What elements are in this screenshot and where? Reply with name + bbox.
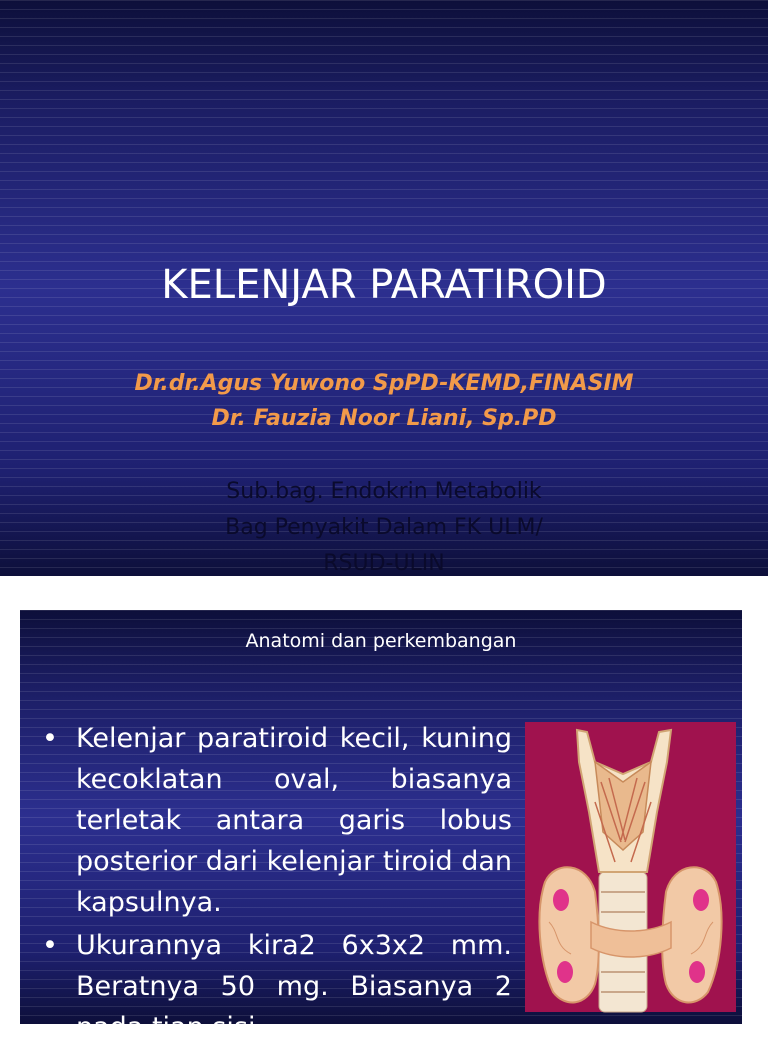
slide-heading: Anatomi dan perkembangan: [245, 630, 517, 652]
affiliation-line: RSUD-ULIN: [323, 551, 445, 576]
author-name: Dr. Fauzia Noor Liani, Sp.PD: [211, 406, 557, 431]
thyroid-anatomy-illustration: [525, 722, 736, 1012]
affiliation-line: Bag Penyakit Dalam FK ULM/: [225, 515, 543, 540]
affiliation-line: Sub.bag. Endokrin Metabolik: [226, 479, 542, 504]
affiliation: [0, 474, 768, 582]
content-slide: [20, 610, 742, 1043]
bullet-marker: •: [42, 723, 58, 754]
bullet-text: Kelenjar paratiroid kecil, kuning kecoklatan oval, biasanya terletak antara garis lobus posterior dari kelenjar tiroid dan kapsulnya.: [76, 723, 512, 918]
thyroid-anatomy-icon: [525, 722, 736, 1012]
slide-title: KELENJAR PARATIROID: [161, 262, 607, 308]
bullet-item: [42, 925, 512, 1048]
bullet-item: [42, 718, 512, 923]
bullet-list: [42, 718, 512, 1050]
author-list: [0, 366, 768, 436]
author-name: Dr.dr.Agus Yuwono SpPD-KEMD,FINASIM: [134, 371, 634, 396]
bullet-text: Ukurannya kira2 6x3x2 mm. Beratnya 50 mg. Biasanya 2 pada tiap sisi: [76, 930, 512, 1043]
bullet-marker: •: [42, 930, 58, 961]
